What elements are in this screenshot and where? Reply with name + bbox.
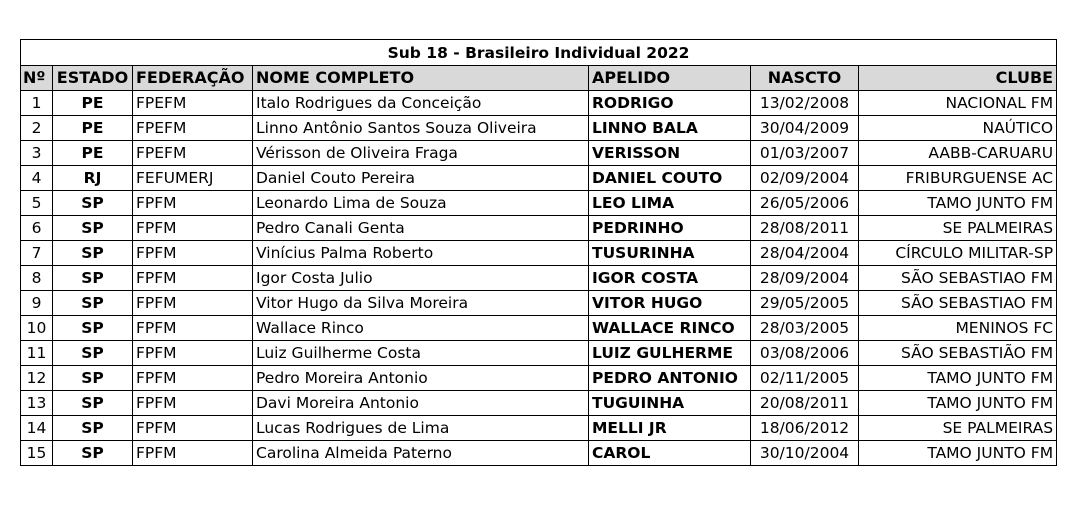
cell-estado: RJ [53, 166, 133, 191]
cell-apelido: IGOR COSTA [589, 266, 751, 291]
header-apelido: APELIDO [589, 66, 751, 91]
cell-estado: PE [53, 91, 133, 116]
cell-apelido: LUIZ GULHERME [589, 341, 751, 366]
cell-nome: Carolina Almeida Paterno [253, 441, 589, 466]
cell-num: 3 [21, 141, 53, 166]
table-row [21, 191, 1057, 216]
cell-estado: SP [53, 316, 133, 341]
cell-nascto: 29/05/2005 [751, 291, 859, 316]
cell-clube: SÃO SEBASTIÃO FM [859, 341, 1057, 366]
cell-clube: NACIONAL FM [859, 91, 1057, 116]
cell-apelido: WALLACE RINCO [589, 316, 751, 341]
cell-nascto: 01/03/2007 [751, 141, 859, 166]
cell-apelido: TUGUINHA [589, 391, 751, 416]
cell-nascto: 03/08/2006 [751, 341, 859, 366]
header-estado: ESTADO [53, 66, 133, 91]
cell-federacao: FPFM [133, 441, 253, 466]
cell-nascto: 30/04/2009 [751, 116, 859, 141]
header-nome: NOME COMPLETO [253, 66, 589, 91]
cell-nome: Vérisson de Oliveira Fraga [253, 141, 589, 166]
title-row [21, 40, 1057, 66]
cell-nascto: 26/05/2006 [751, 191, 859, 216]
cell-nome: Lucas Rodrigues de Lima [253, 416, 589, 441]
cell-federacao: FPFM [133, 191, 253, 216]
table-row [21, 216, 1057, 241]
header-num: Nº [21, 66, 53, 91]
cell-federacao: FPEFM [133, 116, 253, 141]
cell-clube: AABB-CARUARU [859, 141, 1057, 166]
cell-federacao: FPFM [133, 241, 253, 266]
table-row [21, 391, 1057, 416]
cell-num: 13 [21, 391, 53, 416]
cell-clube: SE PALMEIRAS [859, 216, 1057, 241]
cell-apelido: LINNO BALA [589, 116, 751, 141]
cell-nascto: 13/02/2008 [751, 91, 859, 116]
cell-num: 11 [21, 341, 53, 366]
cell-nome: Leonardo Lima de Souza [253, 191, 589, 216]
cell-clube: NAÚTICO [859, 116, 1057, 141]
cell-clube: TAMO JUNTO FM [859, 191, 1057, 216]
cell-clube: FRIBURGUENSE AC [859, 166, 1057, 191]
cell-nascto: 28/08/2011 [751, 216, 859, 241]
cell-estado: SP [53, 441, 133, 466]
header-nascto: NASCTO [751, 66, 859, 91]
cell-estado: SP [53, 241, 133, 266]
cell-apelido: PEDRINHO [589, 216, 751, 241]
cell-num: 7 [21, 241, 53, 266]
table-body [21, 91, 1057, 466]
cell-nome: Davi Moreira Antonio [253, 391, 589, 416]
table-row [21, 91, 1057, 116]
cell-nome: Vinícius Palma Roberto [253, 241, 589, 266]
cell-clube: TAMO JUNTO FM [859, 366, 1057, 391]
cell-clube: CÍRCULO MILITAR-SP [859, 241, 1057, 266]
table-row [21, 366, 1057, 391]
cell-nascto: 20/08/2011 [751, 391, 859, 416]
cell-estado: SP [53, 291, 133, 316]
cell-nome: Pedro Moreira Antonio [253, 366, 589, 391]
cell-nascto: 02/11/2005 [751, 366, 859, 391]
cell-federacao: FPEFM [133, 141, 253, 166]
cell-nascto: 30/10/2004 [751, 441, 859, 466]
cell-nascto: 28/04/2004 [751, 241, 859, 266]
table-row [21, 316, 1057, 341]
cell-clube: MENINOS FC [859, 316, 1057, 341]
cell-num: 6 [21, 216, 53, 241]
cell-nascto: 02/09/2004 [751, 166, 859, 191]
cell-apelido: VERISSON [589, 141, 751, 166]
table-row [21, 416, 1057, 441]
cell-nome: Pedro Canali Genta [253, 216, 589, 241]
table-row [21, 116, 1057, 141]
cell-apelido: VITOR HUGO [589, 291, 751, 316]
cell-nascto: 28/09/2004 [751, 266, 859, 291]
table-row [21, 441, 1057, 466]
cell-federacao: FPFM [133, 291, 253, 316]
cell-num: 1 [21, 91, 53, 116]
cell-apelido: MELLI JR [589, 416, 751, 441]
cell-nome: Vitor Hugo da Silva Moreira [253, 291, 589, 316]
cell-num: 15 [21, 441, 53, 466]
cell-num: 12 [21, 366, 53, 391]
cell-estado: PE [53, 141, 133, 166]
cell-estado: SP [53, 391, 133, 416]
cell-apelido: DANIEL COUTO [589, 166, 751, 191]
cell-estado: SP [53, 416, 133, 441]
cell-federacao: FPFM [133, 266, 253, 291]
cell-nome: Italo Rodrigues da Conceição [253, 91, 589, 116]
roster-table [20, 39, 1057, 466]
table-row [21, 291, 1057, 316]
cell-nascto: 18/06/2012 [751, 416, 859, 441]
cell-apelido: PEDRO ANTONIO [589, 366, 751, 391]
table-row [21, 141, 1057, 166]
cell-federacao: FPFM [133, 316, 253, 341]
cell-num: 2 [21, 116, 53, 141]
cell-clube: SE PALMEIRAS [859, 416, 1057, 441]
table-row [21, 241, 1057, 266]
cell-estado: SP [53, 341, 133, 366]
cell-clube: TAMO JUNTO FM [859, 441, 1057, 466]
cell-num: 4 [21, 166, 53, 191]
cell-estado: PE [53, 116, 133, 141]
cell-apelido: CAROL [589, 441, 751, 466]
header-federacao: FEDERAÇÃO [133, 66, 253, 91]
header-clube: CLUBE [859, 66, 1057, 91]
cell-num: 5 [21, 191, 53, 216]
cell-estado: SP [53, 191, 133, 216]
cell-clube: SÃO SEBASTIAO FM [859, 266, 1057, 291]
cell-estado: SP [53, 216, 133, 241]
cell-federacao: FPFM [133, 391, 253, 416]
cell-federacao: FPFM [133, 216, 253, 241]
cell-federacao: FPEFM [133, 91, 253, 116]
cell-apelido: TUSURINHA [589, 241, 751, 266]
cell-num: 8 [21, 266, 53, 291]
cell-federacao: FPFM [133, 341, 253, 366]
cell-estado: SP [53, 266, 133, 291]
cell-nome: Linno Antônio Santos Souza Oliveira [253, 116, 589, 141]
cell-federacao: FPFM [133, 416, 253, 441]
cell-apelido: RODRIGO [589, 91, 751, 116]
table-row [21, 166, 1057, 191]
cell-estado: SP [53, 366, 133, 391]
cell-apelido: LEO LIMA [589, 191, 751, 216]
table-title: Sub 18 - Brasileiro Individual 2022 [21, 40, 1057, 66]
cell-clube: TAMO JUNTO FM [859, 391, 1057, 416]
header-row [21, 66, 1057, 91]
cell-num: 9 [21, 291, 53, 316]
cell-nome: Wallace Rinco [253, 316, 589, 341]
cell-nascto: 28/03/2005 [751, 316, 859, 341]
cell-num: 14 [21, 416, 53, 441]
roster-sheet [20, 39, 1056, 466]
cell-nome: Daniel Couto Pereira [253, 166, 589, 191]
table-row [21, 341, 1057, 366]
cell-nome: Luiz Guilherme Costa [253, 341, 589, 366]
table-row [21, 266, 1057, 291]
cell-clube: SÃO SEBASTIAO FM [859, 291, 1057, 316]
cell-nome: Igor Costa Julio [253, 266, 589, 291]
cell-num: 10 [21, 316, 53, 341]
cell-federacao: FEFUMERJ [133, 166, 253, 191]
cell-federacao: FPFM [133, 366, 253, 391]
